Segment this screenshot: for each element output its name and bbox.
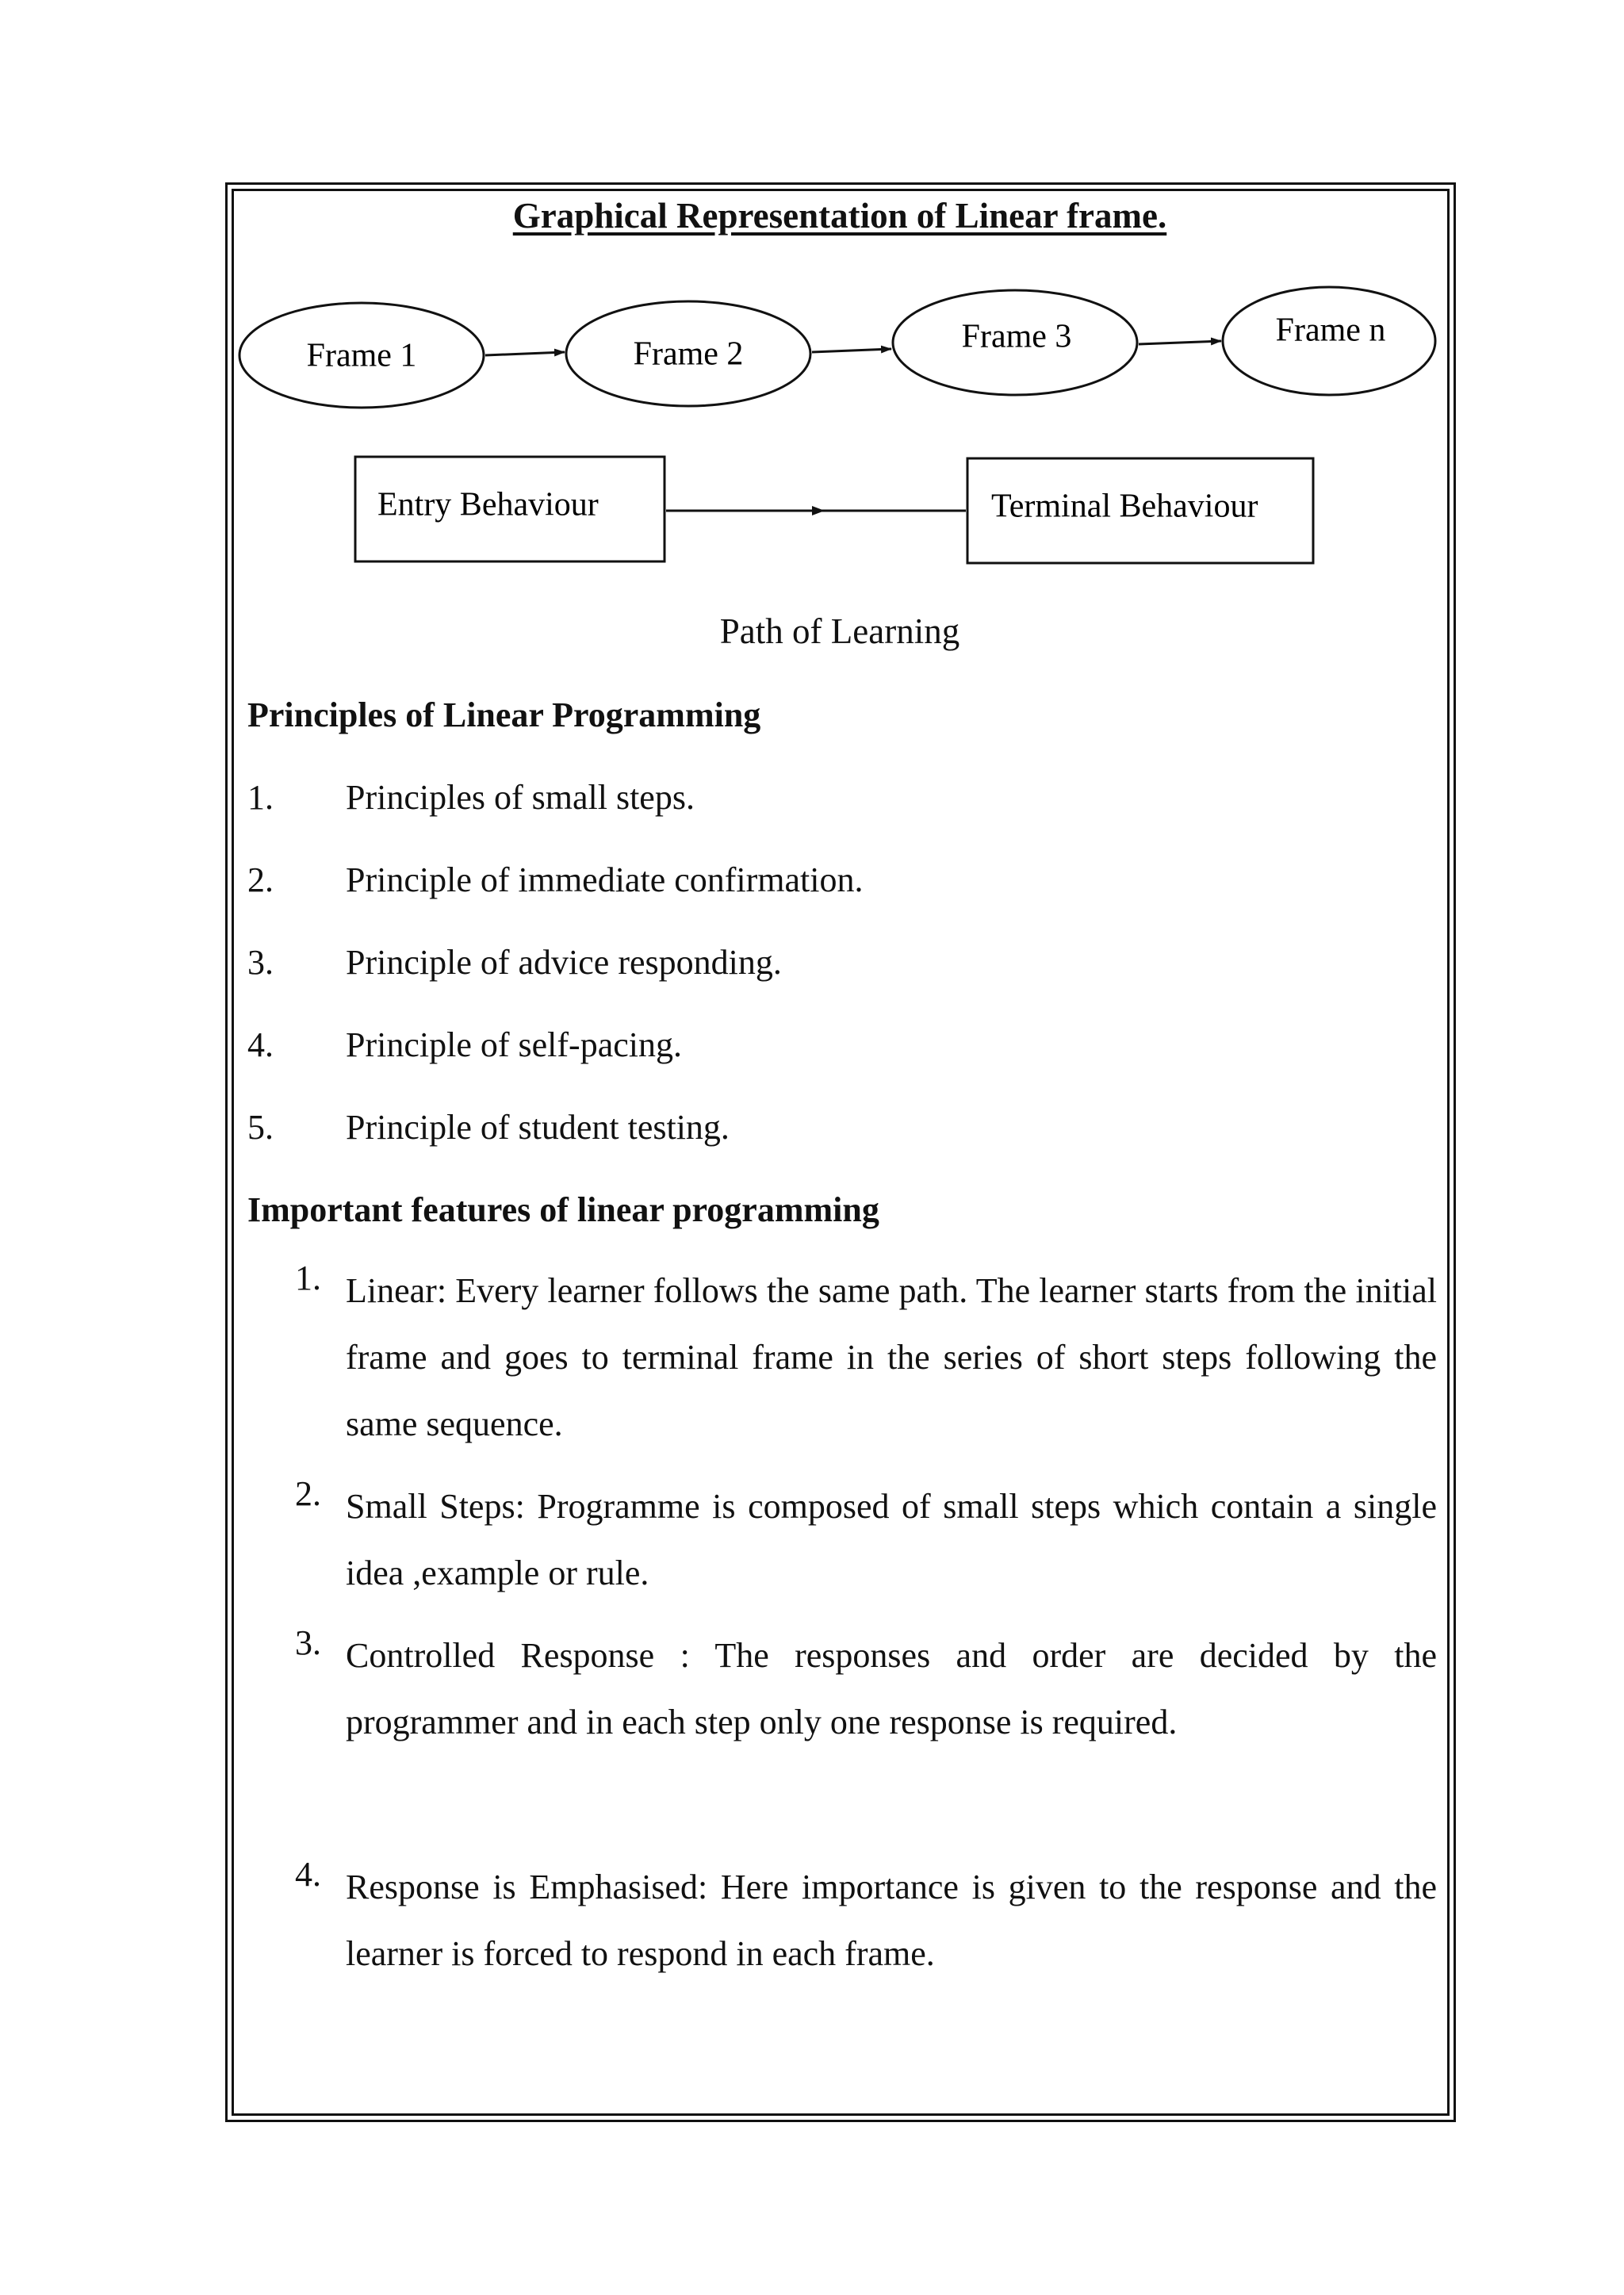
feature-number: 2. bbox=[295, 1474, 321, 1513]
terminal-behaviour-label: Terminal Behaviour bbox=[991, 488, 1258, 525]
list-item-text: Principles of small steps. bbox=[346, 778, 695, 817]
feature-text: Response is Emphasised: Here importance is given to the response and the learner is forced to respond in each frame. bbox=[346, 1868, 1437, 1973]
list-item-text: Principle of student testing. bbox=[346, 1108, 730, 1147]
list-item-text: Principle of immediate confirmation. bbox=[346, 860, 864, 899]
list-item-number: 5. bbox=[247, 1108, 274, 1147]
list-item-number: 3. bbox=[247, 943, 274, 982]
path-arrowhead bbox=[812, 506, 825, 515]
feature-number: 3. bbox=[295, 1623, 321, 1662]
entry-behaviour-label: Entry Behaviour bbox=[377, 486, 599, 523]
feature-number: 4. bbox=[295, 1855, 321, 1894]
diagram-title: Graphical Representation of Linear frame. bbox=[512, 196, 1167, 236]
arrow-frame-2-to-3 bbox=[812, 349, 891, 352]
feature-number: 1. bbox=[295, 1259, 321, 1297]
list-item-number: 4. bbox=[247, 1025, 274, 1064]
frame-3-label: Frame 3 bbox=[961, 318, 1072, 355]
frame-2-label: Frame 2 bbox=[633, 335, 744, 373]
principles-heading: Principles of Linear Programming bbox=[247, 695, 761, 734]
linear-frame-diagram bbox=[0, 0, 1624, 714]
feature-text: Controlled Response : The responses and order are decided by the programmer and in each step only one response is required. bbox=[346, 1636, 1437, 1741]
list-item-number: 1. bbox=[247, 778, 274, 817]
path-of-learning-caption: Path of Learning bbox=[719, 611, 960, 651]
feature-text: Small Steps: Programme is composed of small steps which contain a single idea ,example or rule. bbox=[346, 1487, 1437, 1592]
feature-text: Linear: Every learner follows the same path. The learner starts from the initial frame and goes to terminal frame in the series of short steps following the same sequence. bbox=[346, 1271, 1437, 1443]
list-item-text: Principle of self-pacing. bbox=[346, 1025, 682, 1064]
list-item-text: Principle of advice responding. bbox=[346, 943, 782, 982]
list-item-number: 2. bbox=[247, 860, 274, 899]
arrow-frame-3-to-n bbox=[1139, 341, 1221, 344]
frame-n-label: Frame n bbox=[1275, 312, 1386, 349]
arrow-frame-1-to-2 bbox=[485, 352, 565, 355]
frame-1-label: Frame 1 bbox=[306, 337, 417, 374]
features-heading: Important features of linear programming bbox=[247, 1190, 879, 1229]
